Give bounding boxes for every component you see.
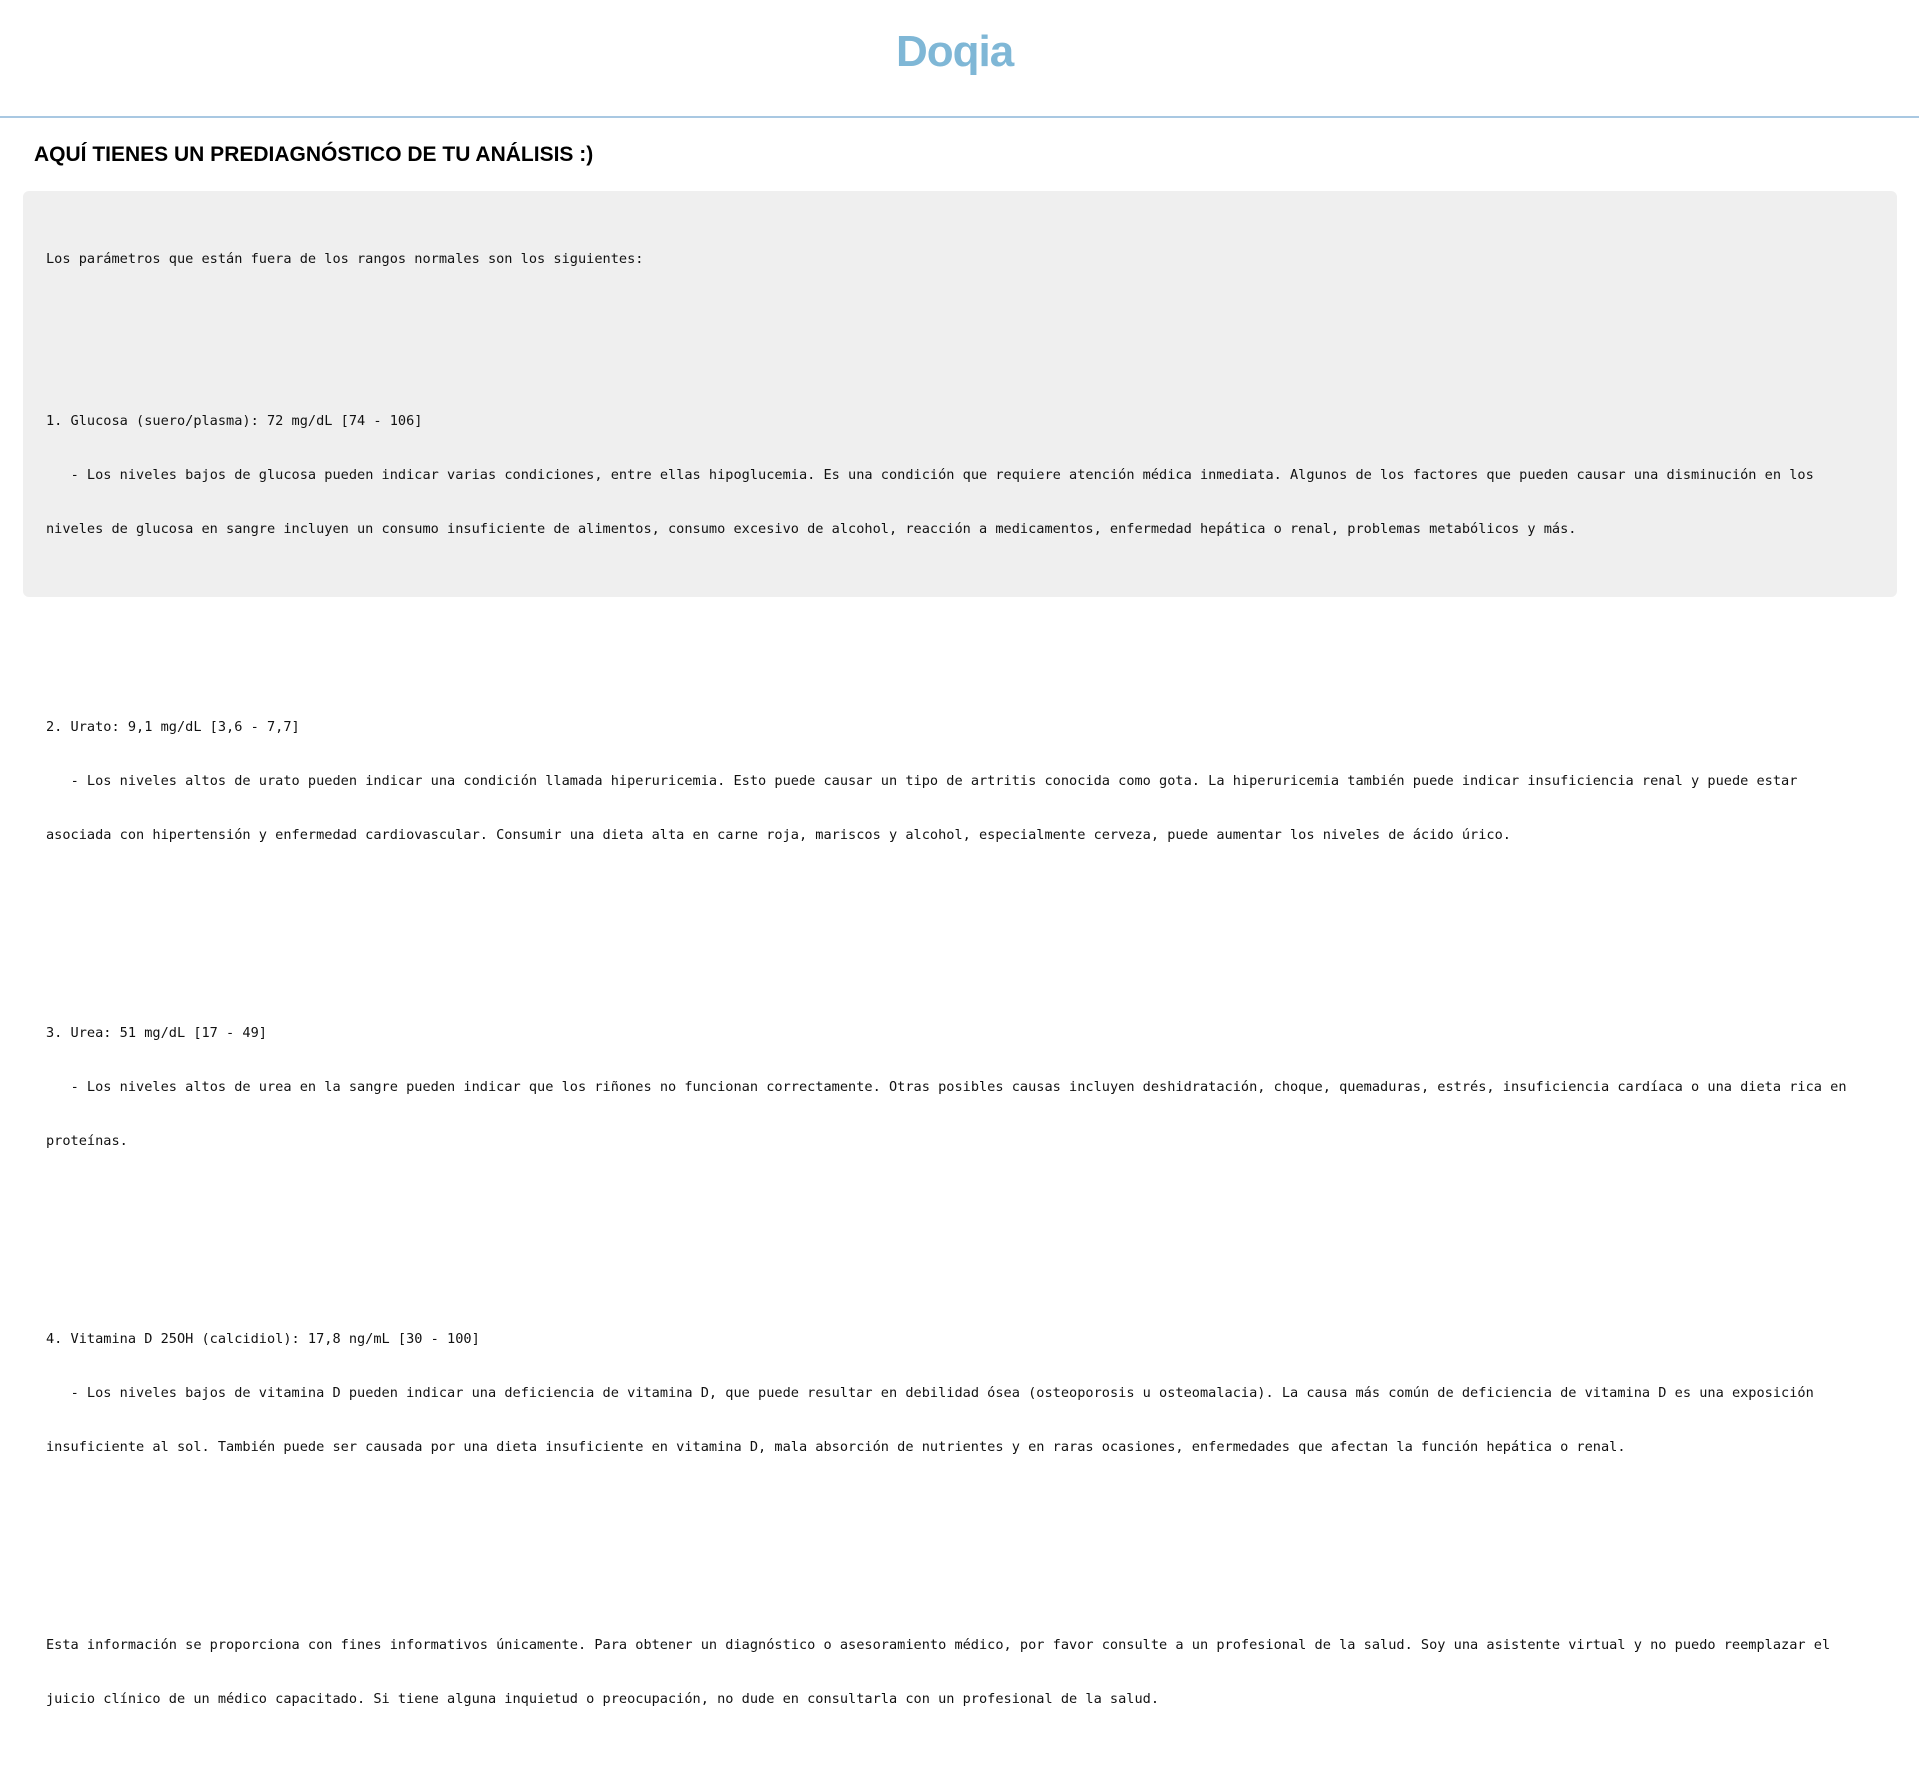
result-item-line: - Los niveles bajos de vitamina D pueden indicar una deficiencia de vitamina D, que puede resultar en debilidad ósea (osteoporosis u osteomalacia). La causa más común de deficiencia de vitamina D es una exposición: [46, 1385, 1814, 1401]
result-item-heading: 4. Vitamina D 25OH (calcidiol): 17,8 ng/mL [30 - 100]: [46, 1331, 480, 1347]
result-disclaimer: [46, 1600, 1874, 1744]
result-item-line: proteínas.: [46, 1133, 128, 1149]
result-item-line: - Los niveles altos de urato pueden indicar una condición llamada hiperuricemia. Esto puede causar un tipo de artritis conocida como gota. La hiperuricemia también puede indicar insuficiencia renal y puede estar: [46, 773, 1798, 789]
result-item: [46, 376, 1874, 574]
prediagnosis-text: [46, 214, 1874, 1780]
disclaimer-line: Esta información se proporciona con fines informativos únicamente. Para obtener un diagnóstico o asesoramiento médico, por favor consulte a un profesional de la salud. Soy una asistente virtual y no puedo reemplazar el: [46, 1637, 1831, 1653]
result-item-heading: 1. Glucosa (suero/plasma): 72 mg/dL [74 - 106]: [46, 413, 423, 429]
result-item-heading: 2. Urato: 9,1 mg/dL [3,6 - 7,7]: [46, 719, 300, 735]
disclaimer-line: juicio clínico de un médico capacitado. Si tiene alguna inquietud o preocupación, no dude en consultarla con un profesional de la salud.: [46, 1691, 1160, 1707]
result-item-line: - Los niveles altos de urea en la sangre pueden indicar que los riñones no funcionan correctamente. Otras posibles causas incluyen deshidratación, choque, quemaduras, estrés, insuficiencia cardíaca o una dieta rica en: [46, 1079, 1847, 1095]
result-item-heading: 3. Urea: 51 mg/dL [17 - 49]: [46, 1025, 267, 1041]
doqia-logo[interactable]: Doqia: [896, 27, 1014, 76]
result-item: [46, 682, 1874, 880]
result-item: [46, 988, 1874, 1186]
result-intro: Los parámetros que están fuera de los rangos normales son los siguientes:: [46, 251, 644, 267]
page-title: AQUÍ TIENES UN PREDIAGNÓSTICO DE TU ANÁLISIS :): [34, 143, 594, 166]
result-item-line: niveles de glucosa en sangre incluyen un consumo insuficiente de alimentos, consumo excesivo de alcohol, reacción a medicamentos, enfermedad hepática o renal, problemas metabólicos y más.: [46, 521, 1577, 537]
result-item-line: - Los niveles bajos de glucosa pueden indicar varias condiciones, entre ellas hipoglucemia. Es una condición que requiere atención médica inmediata. Algunos de los factores que pueden causar una disminución en los: [46, 467, 1814, 483]
result-item: [46, 1294, 1874, 1492]
prediagnosis-result-box: [23, 191, 1897, 1707]
result-item-line: insuficiente al sol. También puede ser causada por una dieta insuficiente en vitamina D, mala absorción de nutrientes y en raras ocasiones, enfermedades que afectan la función hepática o renal.: [46, 1439, 1626, 1455]
result-item-line: asociada con hipertensión y enfermedad cardiovascular. Consumir una dieta alta en carne roja, mariscos y alcohol, especialmente cerveza, puede aumentar los niveles de ácido úrico.: [46, 827, 1511, 843]
app-header: [0, 0, 1919, 118]
